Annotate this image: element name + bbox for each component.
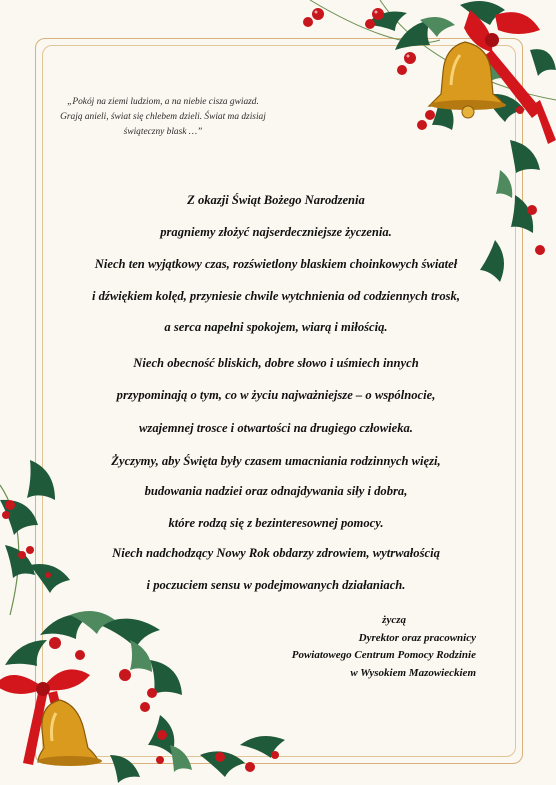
golden-bell-icon [38,700,102,766]
greeting-line: przypominają o tym, co w życiu najważniejsze – o wspólnocie, [116,388,436,402]
greeting-line: a serca napełni spokojem, wiarą i miłością. [164,320,388,334]
greeting-line: Z okazji Świąt Bożego Narodzenia [187,193,365,207]
greeting-text [60,193,492,608]
greeting-line: wzajemnej trosce i otwartości na drugiego człowieka. [139,421,413,435]
greeting-line: Niech nadchodzący Nowy Rok obdarzy zdrowiem, wytrwałością [112,546,440,560]
greeting-line: Niech ten wyjątkowy czas, rozświetlony blaskiem choinkowych świateł [94,257,458,271]
signature-wish: życzą [382,614,406,626]
ribbon-knot [485,33,499,47]
greeting-line: które rodzą się z bezinteresownej pomocy. [168,516,384,530]
greeting-line: i poczuciem sensu w podejmowanych działaniach. [146,578,406,592]
quote-line-1: „Pokój na ziemi ludziom, a na niebie cisza gwiazd. [67,97,259,107]
signature-line: Powiatowego Centrum Pomocy Rodzinie [291,649,476,661]
greeting-line: Życzymy, aby Święta były czasem umacniania rodzinnych więzi, [111,454,441,468]
greeting-line: pragniemy złożyć najserdeczniejsze życzenia. [160,225,392,239]
greeting-line: i dźwiękiem kolęd, przyniesie chwile wytchnienia od codziennych trosk, [91,289,460,303]
poem-quote [48,95,278,140]
greeting-line: budowania nadziei oraz odnajdywania siły i dobra, [144,484,408,498]
signature-block [292,612,476,682]
quote-line-2: Grają anieli, świat się chlebem dzieli. Świat ma dzisiaj [60,112,266,122]
holly-wreath-bottom-left-icon [0,585,290,785]
signature-line: w Wysokiem Mazowieckiem [350,666,476,679]
signature-line: Dyrektor oraz pracownicy [358,631,476,644]
greeting-line: Niech obecność bliskich, dobre słowo i uśmiech innych [133,356,419,370]
quote-line-3: świąteczny blask …” [123,127,203,137]
